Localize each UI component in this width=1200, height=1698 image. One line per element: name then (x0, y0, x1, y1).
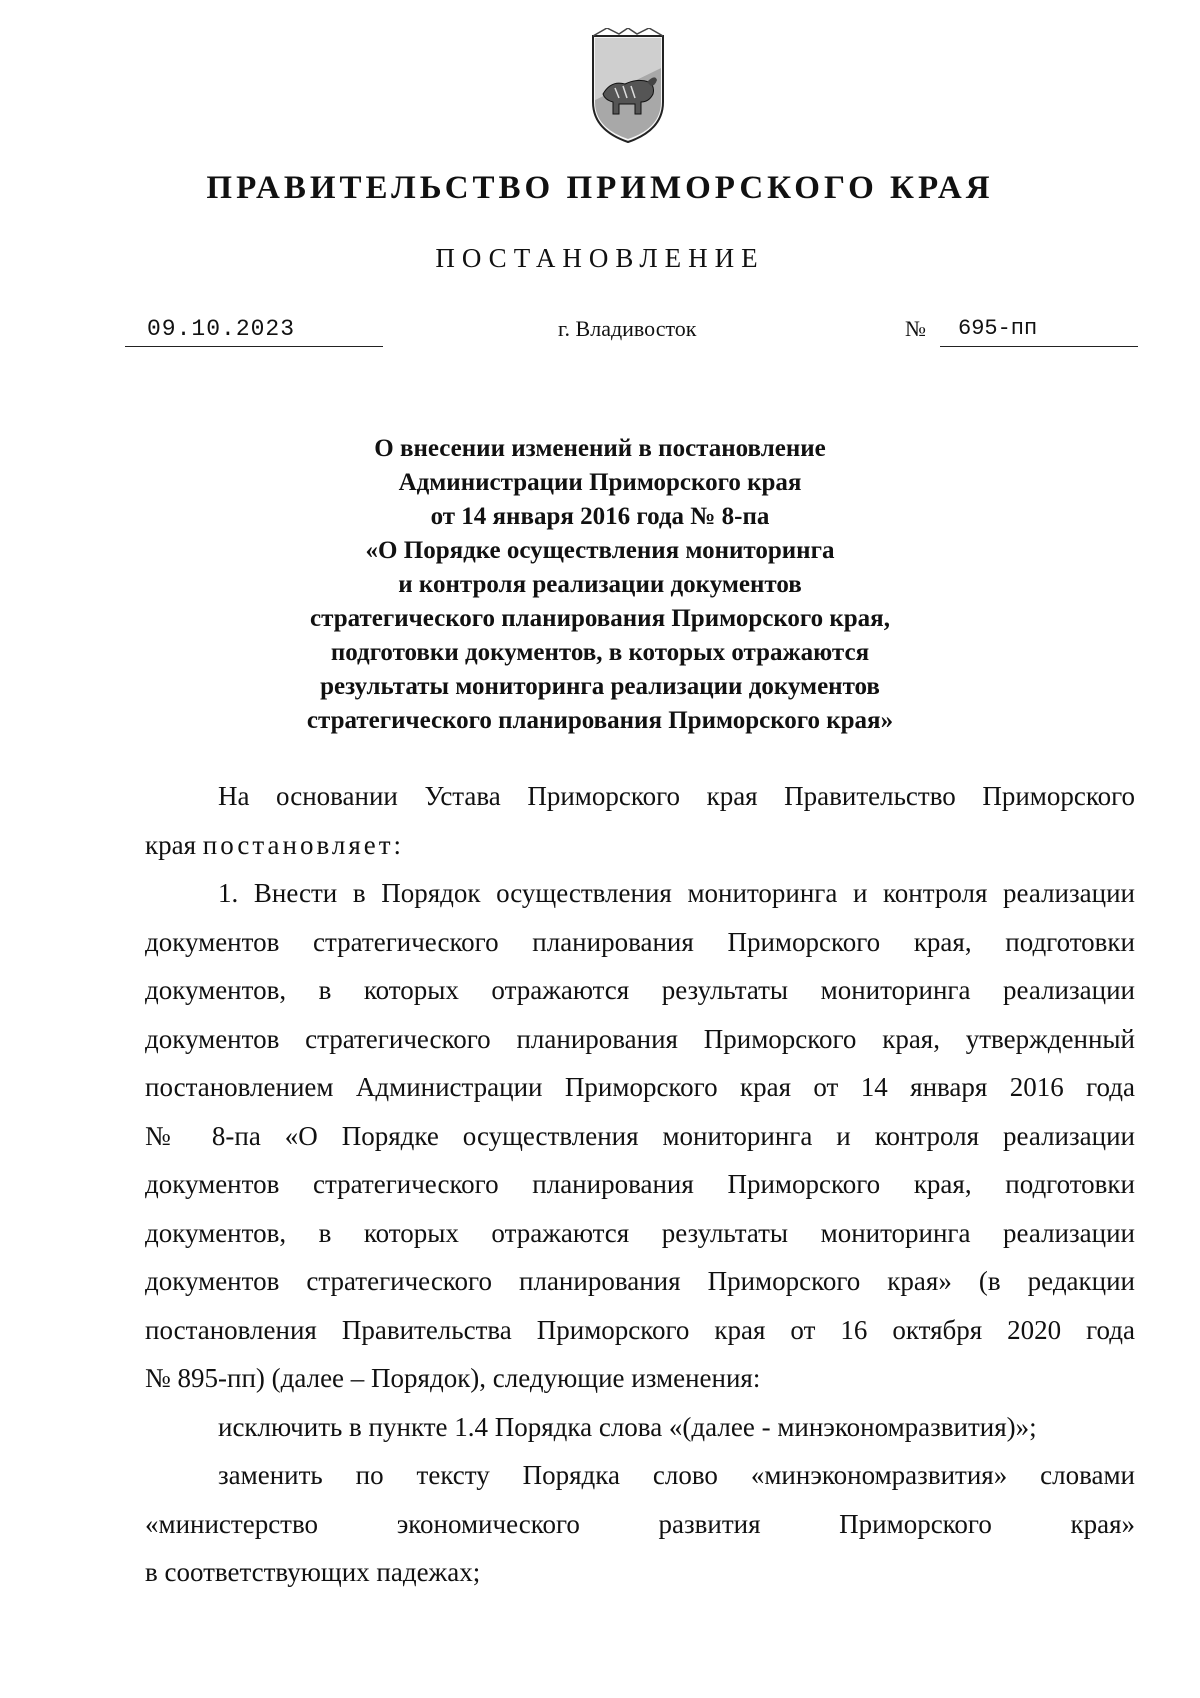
change-item-2-line: «министерство экономического развития Приморского края» (145, 1508, 1135, 1539)
subject-line: Администрации Приморского края (398, 469, 802, 496)
paragraph-line: постановления Правительства Приморского края от 16 октября 2020 года (145, 1314, 1135, 1345)
paragraph-line: документов, в которых отражаются результаты мониторинга реализации (145, 1217, 1135, 1248)
document-city: г. Владивосток (558, 316, 697, 341)
resolves-word: постановляет: (202, 829, 405, 860)
paragraph-line: документов стратегического планирования Приморского края, подготовки (145, 1169, 1135, 1199)
subject-line: стратегического планирования Приморского края, (310, 605, 890, 632)
subject-line: стратегического планирования Приморского края» (306, 707, 894, 734)
document-date: 09.10.2023 (125, 316, 383, 347)
paragraph-line: документов стратегического планирования Приморского края» (в редакции (145, 1266, 1135, 1296)
number-sign: № (905, 316, 926, 341)
intro-text: края (145, 829, 203, 860)
organization-title: ПРАВИТЕЛЬСТВО ПРИМОРСКОГО КРАЯ (206, 170, 994, 206)
change-item-2-line: в соответствующих падежах; (145, 1557, 481, 1587)
document-body (145, 772, 1135, 1597)
document-type: ПОСТАНОВЛЕНИЕ (435, 243, 765, 273)
subject-line: от 14 января 2016 года № 8-па (430, 503, 770, 530)
paragraph-last-line: № 895-пп) (далее – Порядок), следующие изменения: (145, 1363, 761, 1393)
paragraph-line: № 8-па «О Порядке осуществления мониторинга и контроля реализации (145, 1120, 1135, 1151)
paragraph-line: постановлением Администрации Приморского края от 14 января 2016 года (145, 1072, 1135, 1102)
intro-line: На основании Устава Приморского края Правительство Приморского (218, 781, 1135, 811)
document-number: 695-пп (940, 316, 1138, 347)
paragraph-line: документов стратегического планирования Приморского края, подготовки (145, 926, 1135, 957)
document-subject (0, 432, 1200, 738)
paragraph-line: документов стратегического планирования Приморского края, утвержденный (145, 1023, 1135, 1054)
change-item-1: исключить в пункте 1.4 Порядка слова «(далее - минэкономразвития)»; (218, 1411, 1037, 1442)
subject-line: и контроля реализации документов (398, 571, 802, 598)
change-item-2-line: заменить по тексту Порядка слово «минэкономразвития» словами (218, 1460, 1135, 1490)
subject-line: «О Порядке осуществления мониторинга (365, 537, 835, 564)
intro-line-2 (145, 821, 1135, 870)
subject-line: результаты мониторинга реализации документов (320, 673, 880, 700)
paragraph-line: 1. Внести в Порядок осуществления мониторинга и контроля реализации (218, 878, 1135, 908)
subject-line: О внесении изменений в постановление (374, 435, 826, 462)
document-meta-row (0, 316, 1200, 356)
coat-of-arms-emblem (585, 28, 671, 146)
subject-line: подготовки документов, в которых отражаются (330, 639, 870, 666)
paragraph-line: документов, в которых отражаются результаты мониторинга реализации (145, 975, 1135, 1005)
